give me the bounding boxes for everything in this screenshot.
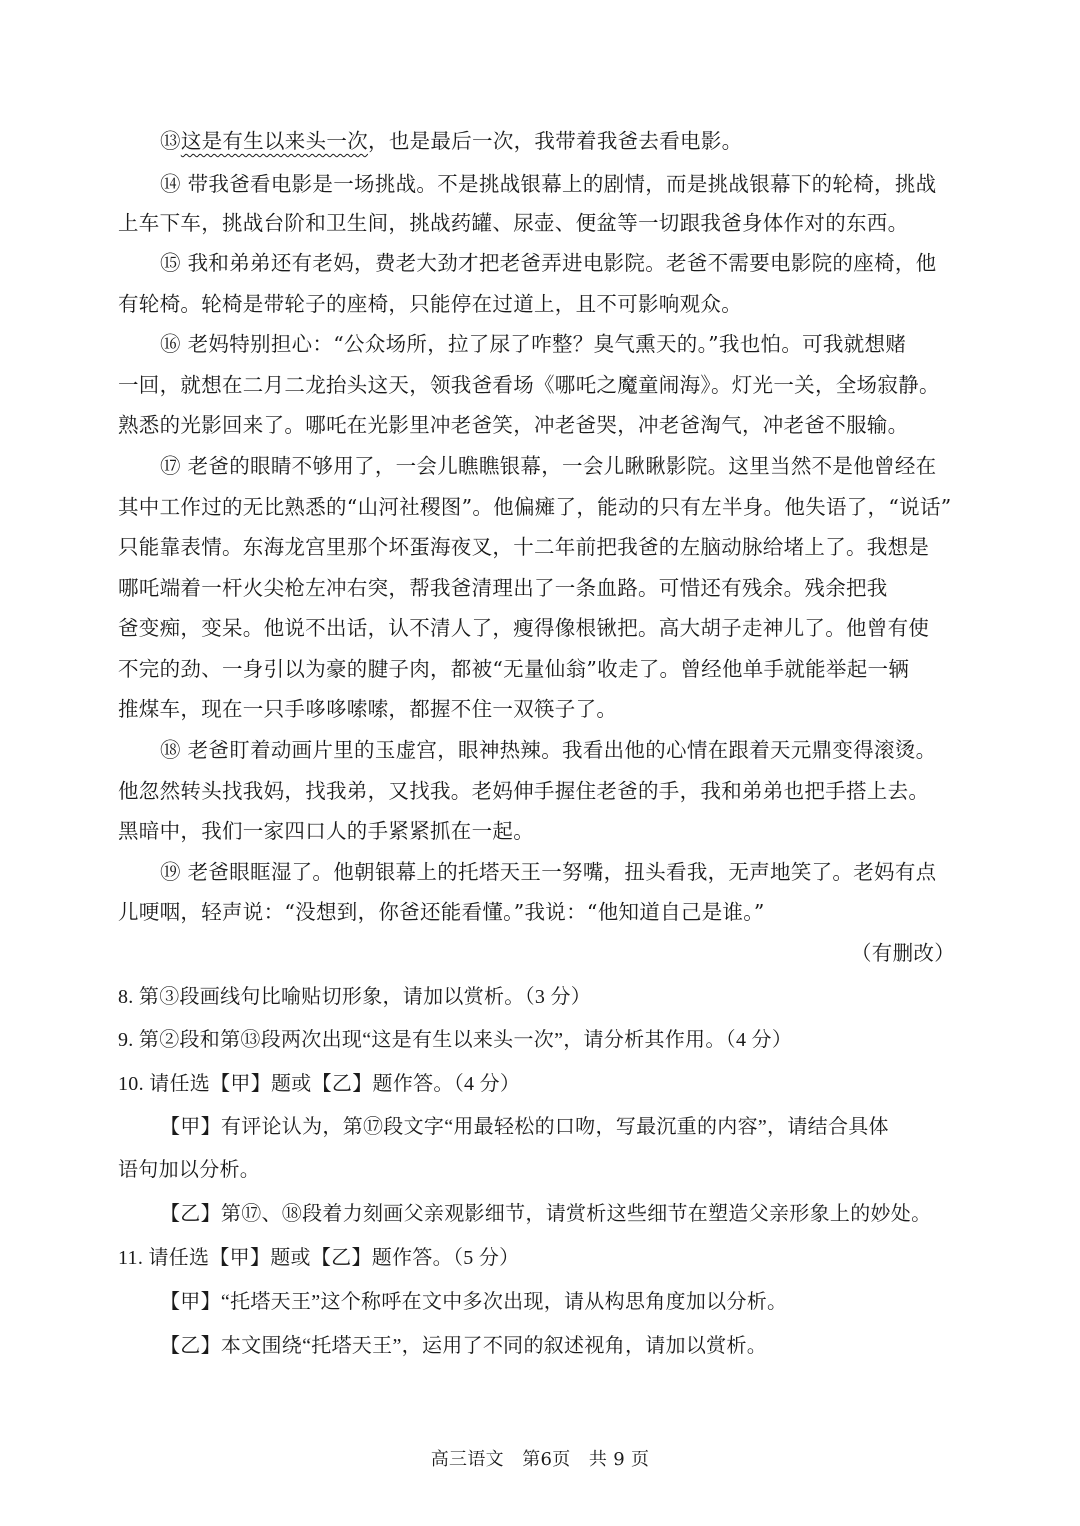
question-8: 8. 第③段画线句比喻贴切形象，请加以赏析。（3 分） — [118, 986, 592, 1008]
paragraph-number: ⑬ — [160, 129, 181, 153]
question-10-stem: 10. 请任选【甲】题或【乙】题作答。（4 分） — [118, 1073, 521, 1095]
page-footer: 高三语文 第6页 共 9 页 — [430, 1449, 650, 1470]
question-9: 9. 第②段和第⑬段两次出现“这是有生以来头一次”，请分析其作用。（4 分） — [118, 1029, 793, 1051]
paragraph-17-line-5: 爸变痴，变呆。他说不出话，认不清人了，瘦得像根锹把。高大胡子走神儿了。他曾有使 — [118, 616, 930, 640]
underlined-sentence: 这是有生以来头一次 — [180, 129, 369, 153]
paragraph-17-line-6: 不完的劲、一身引以为豪的腱子肉，都被“无量仙翁”收走了。曾经他单手就能举起一辆 — [118, 657, 910, 681]
paragraph-17-line-3: 只能靠表情。东海龙宫里那个坏蛋海夜叉，十二年前把我爸的左脑动脉给堵上了。我想是 — [118, 535, 930, 559]
paragraph-18-line-2: 他忽然转头找我妈，找我弟，又找我。老妈伸手握住老爸的手，我和弟弟也把手搭上去。 — [118, 779, 930, 803]
paragraph-15-line-2: 有轮椅。轮椅是带轮子的座椅，只能停在过道上，且不可影响观众。 — [118, 292, 742, 316]
paragraph-13 — [160, 127, 742, 155]
paragraph-18-line-1: ⑱ 老爸盯着动画片里的玉虚宫，眼神热辣。我看出他的心情在跟着天元鼎变得滚烫。 — [160, 738, 937, 762]
question-10-option-yi: 【乙】第⑰、⑱段着力刻画父亲观影细节，请赏析这些细节在塑造父亲形象上的妙处。 — [160, 1203, 932, 1225]
question-11-stem: 11. 请任选【甲】题或【乙】题作答。（5 分） — [118, 1247, 520, 1269]
question-11-option-yi: 【乙】本文围绕“托塔天王”，运用了不同的叙述视角，请加以赏析。 — [160, 1335, 768, 1357]
paragraph-14-line-1: ⑭ 带我爸看电影是一场挑战。不是挑战银幕上的剧情，而是挑战银幕下的轮椅，挑战 — [160, 172, 937, 196]
paragraph-15-line-1: ⑮ 我和弟弟还有老妈，费老大劲才把老爸弄进电影院。老爸不需要电影院的座椅，他 — [160, 251, 937, 275]
paragraph-16-line-1: ⑯ 老妈特别担心：“公众场所，拉了尿了咋整？臭气熏天的。”我也怕。可我就想赌 — [160, 332, 907, 356]
paragraph-19-line-1: ⑲ 老爸眼眶湿了。他朝银幕上的托塔天王一努嘴，扭头看我，无声地笑了。老妈有点 — [160, 860, 937, 884]
paragraph-18-line-3: 黑暗中，我们一家四口人的手紧紧抓在一起。 — [118, 819, 534, 843]
paragraph-16-line-3: 熟悉的光影回来了。哪吒在光影里冲老爸笑，冲老爸哭，冲老爸淘气，冲老爸不服输。 — [118, 413, 909, 437]
paragraph-19-line-2: 儿哽咽，轻声说：“没想到，你爸还能看懂。”我说：“他知道自己是谁。” — [118, 900, 765, 924]
paragraph-17-line-4: 哪吒端着一杆火尖枪左冲右突，帮我爸清理出了一条血路。可惜还有残余。残余把我 — [118, 576, 888, 600]
paragraph-17-line-1: ⑰ 老爸的眼睛不够用了，一会儿瞧瞧银幕，一会儿瞅瞅影院。这里当然不是他曾经在 — [160, 454, 937, 478]
paragraph-17-line-7: 推煤车，现在一只手哆哆嗦嗦，都握不住一双筷子了。 — [118, 697, 618, 721]
question-10-option-jia-line-1: 【甲】有评论认为，第⑰段文字“用最轻松的口吻，写最沉重的内容”，请结合具体 — [160, 1116, 889, 1138]
edit-note: （有删改） — [851, 941, 955, 965]
question-10-option-jia-line-2: 语句加以分析。 — [118, 1159, 261, 1181]
paragraph-text: ，也是最后一次，我带着我爸去看电影。 — [368, 129, 743, 153]
question-11-option-jia: 【甲】“托塔天王”这个称呼在文中多次出现，请从构思角度加以分析。 — [160, 1291, 788, 1313]
paragraph-14-line-2: 上车下车，挑战台阶和卫生间，挑战药罐、尿壶、便盆等一切跟我爸身体作对的东西。 — [118, 211, 909, 235]
paragraph-16-line-2: 一回，就想在二月二龙抬头这天，领我爸看场《哪吒之魔童闹海》。灯光一关，全场寂静。 — [118, 373, 940, 397]
paragraph-17-line-2: 其中工作过的无比熟悉的“山河社稷图”。他偏瘫了，能动的只有左半身。他失语了，“说话” — [118, 495, 952, 519]
